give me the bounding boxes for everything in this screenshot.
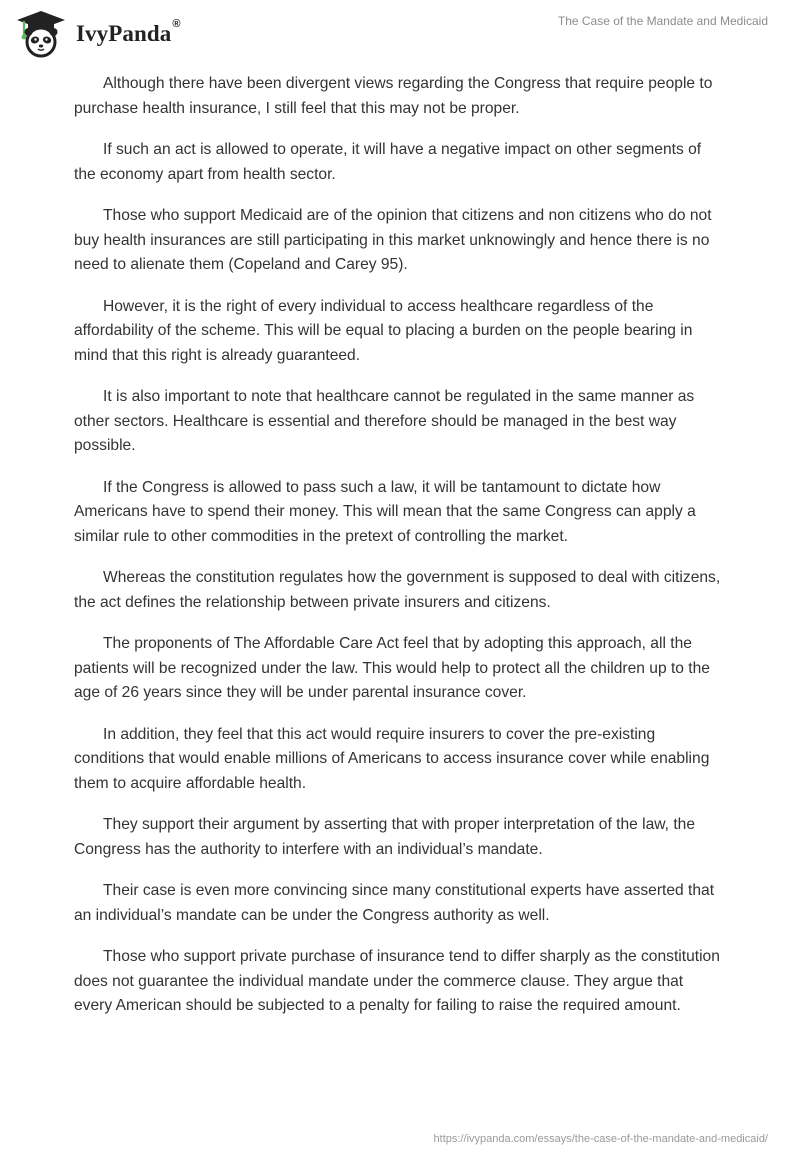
essay-body [74,72,724,1036]
brand-name: IvyPanda® [76,18,181,46]
source-url[interactable]: https://ivypanda.com/essays/the-case-of-the-mandate-and-medicaid/ [433,1133,768,1145]
panda-graduate-icon [15,9,67,59]
paragraph: It is also important to note that healthcare cannot be regulated in the same manner as other sectors. Healthcare is essential and therefore should be managed in the best way possible. [74,388,695,454]
paragraph: Those who support private purchase of insurance tend to differ sharply as the constitution does not guarantee the individual mandate under the commerce clause. They argue that every American should be subjected to a penalty for failing to raise the required amount. [74,948,720,1014]
paragraph: If such an act is allowed to operate, it will have a negative impact on other segments of the economy apart from health sector. [74,141,702,183]
paragraph: However, it is the right of every individual to access healthcare regardless of the affordability of the scheme. This will be equal to placing a burden on the people bearing in mind that this right is already guaranteed. [74,297,693,364]
paragraph: If the Congress is allowed to pass such a law, it will be tantamount to dictate how Americans have to spend their money. This will mean that the same Congress can apply a similar rule to other commodities in the pretext of controlling the market. [74,478,696,545]
paragraph: Although there have been divergent views regarding the Congress that require people to purchase health insurance, I still feel that this may not be proper. [74,75,713,117]
paragraph: In addition, they feel that this act would require insurers to cover the pre-existing conditions that would enable millions of Americans to access insurance cover while enabling them to acquire affordable health. [74,725,710,792]
document-title: The Case of the Mandate and Medicaid [557,14,768,28]
paragraph: They support their argument by asserting that with proper interpretation of the law, the Congress has the authority to interfere with an individual’s mandate. [74,816,696,858]
brand-logo[interactable] [15,9,181,59]
page-header [0,0,800,66]
paragraph: Whereas the constitution regulates how the government is supposed to deal with citizens, the act defines the relationship between private insurers and citizens. [74,569,721,611]
paragraph: Their case is even more convincing since many constitutional experts have asserted that an individual’s mandate can be under the Congress authority as well. [74,882,715,924]
registered-mark: ® [172,18,181,30]
paragraph: Those who support Medicaid are of the opinion that citizens and non citizens who do not buy health insurances are still participating in this market unknowingly and hence there is no need to alienate them (Copeland and Carey 95). [74,207,712,273]
paragraph: The proponents of The Affordable Care Act feel that by adopting this approach, all the patients will be recognized under the law. This would help to protect all the children up to the age of 26 years since they will be under parental insurance cover. [74,635,710,701]
